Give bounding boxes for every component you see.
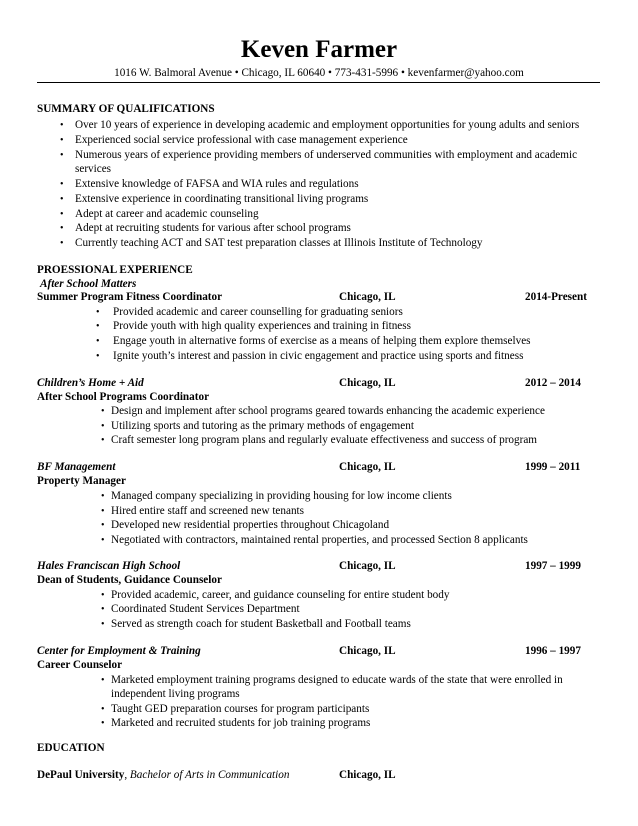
bullet-glyph: •: [96, 307, 100, 318]
job-bullet: Engage youth in alternative forms of exercise as a means of helping them explore themselves: [113, 335, 531, 347]
job-bullet: Craft semester long program plans and regularly evaluate effectiveness and success of program: [111, 434, 538, 446]
bullet-glyph: •: [60, 194, 64, 205]
job-org: Center for Employment & Training: [37, 645, 201, 657]
bullet-glyph: •: [96, 351, 100, 362]
job-dates: 1999 – 2011: [525, 461, 581, 473]
job-bullet: Provide youth with high quality experiences and training in fitness: [113, 320, 411, 332]
experience-heading: PROESSIONAL EXPERIENCE: [37, 264, 193, 276]
job-bullet: Developed new residential properties throughout Chicagoland: [111, 519, 390, 531]
job-bullet-continuation: independent living programs: [111, 688, 240, 700]
bullet-glyph: •: [101, 520, 105, 531]
bullet-glyph: •: [60, 223, 64, 234]
education-school: DePaul University: [37, 769, 125, 781]
job-dates: 1996 – 1997: [525, 645, 581, 657]
resume-name: Keven Farmer: [240, 36, 398, 63]
bullet-glyph: •: [60, 209, 64, 220]
summary-item: Experienced social service professional with case management experience: [75, 134, 408, 146]
job-title: Dean of Students, Guidance Counselor: [37, 574, 222, 586]
bullet-glyph: •: [60, 135, 64, 146]
job-location: Chicago, IL: [339, 645, 396, 657]
job-org: Hales Franciscan High School: [37, 560, 181, 572]
summary-item: Extensive knowledge of FAFSA and WIA rules and regulations: [75, 178, 359, 190]
summary-item: Numerous years of experience providing members of underserved communities with employment and academic: [75, 149, 578, 161]
bullet-glyph: •: [60, 238, 64, 249]
job-org: Children’s Home + Aid: [37, 377, 144, 389]
summary-item-continuation: services: [75, 163, 112, 175]
header-divider: [37, 82, 600, 83]
job-dates: 2012 – 2014: [525, 377, 581, 389]
job-location: Chicago, IL: [339, 560, 396, 572]
job-bullet: Taught GED preparation courses for program participants: [111, 703, 370, 715]
job-bullet: Negotiated with contractors, maintained rental properties, and processed Section 8 applicants: [111, 534, 528, 546]
bullet-glyph: •: [101, 535, 105, 546]
bullet-glyph: •: [60, 120, 64, 131]
job-bullet: Served as strength coach for student Basketball and Football teams: [111, 618, 411, 630]
job-location: Chicago, IL: [339, 461, 396, 473]
job-bullet: Marketed employment training programs designed to educate wards of the state that were enrolled in: [111, 674, 563, 686]
bullet-glyph: •: [60, 150, 64, 161]
bullet-glyph: •: [101, 590, 105, 601]
bullet-glyph: •: [60, 179, 64, 190]
education-location: Chicago, IL: [339, 769, 396, 781]
job-location: Chicago, IL: [339, 291, 396, 303]
job-bullet: Provided academic and career counselling for graduating seniors: [113, 306, 403, 318]
job-bullet: Marketed and recruited students for job training programs: [111, 717, 371, 729]
summary-item: Extensive experience in coordinating transitional living programs: [75, 193, 369, 205]
job-dates: 2014-Present: [525, 291, 587, 303]
bullet-glyph: •: [96, 321, 100, 332]
bullet-glyph: •: [101, 435, 105, 446]
summary-item: Adept at career and academic counseling: [75, 208, 259, 220]
job-bullet: Coordinated Student Services Department: [111, 603, 300, 615]
job-title: Summer Program Fitness Coordinator: [37, 291, 223, 303]
job-bullet: Managed company specializing in providing housing for low income clients: [111, 490, 452, 502]
bullet-glyph: •: [96, 336, 100, 347]
job-bullet: Provided academic, career, and guidance counseling for entire student body: [111, 589, 450, 601]
summary-item: Currently teaching ACT and SAT test preparation classes at Illinois Institute of Technology: [75, 237, 483, 249]
summary-item: Over 10 years of experience in developing academic and employment opportunities for young adults and seniors: [75, 119, 580, 131]
job-bullet: Hired entire staff and screened new tenants: [111, 505, 305, 517]
job-org: BF Management: [37, 461, 116, 473]
job-bullet: Design and implement after school programs geared towards enhancing the academic experience: [111, 405, 545, 417]
job-org: After School Matters: [40, 278, 137, 290]
summary-item: Adept at recruiting students for various after school programs: [75, 222, 351, 234]
education-entry: [37, 769, 289, 782]
bullet-glyph: •: [101, 675, 105, 686]
job-bullet: Utilizing sports and tutoring as the primary methods of engagement: [111, 420, 414, 432]
bullet-glyph: •: [101, 704, 105, 715]
bullet-glyph: •: [101, 491, 105, 502]
job-dates: 1997 – 1999: [525, 560, 581, 572]
bullet-glyph: •: [101, 619, 105, 630]
education-heading: EDUCATION: [37, 742, 105, 754]
job-location: Chicago, IL: [339, 377, 396, 389]
summary-heading: SUMMARY OF QUALIFICATIONS: [37, 103, 215, 115]
contact-line: 1016 W. Balmoral Avenue • Chicago, IL 60640 • 773-431-5996 • kevenfarmer@yahoo.com: [114, 67, 524, 79]
bullet-glyph: •: [101, 718, 105, 729]
bullet-glyph: •: [101, 406, 105, 417]
job-title: After School Programs Coordinator: [37, 391, 210, 403]
bullet-glyph: •: [101, 421, 105, 432]
bullet-glyph: •: [101, 604, 105, 615]
job-title: Career Counselor: [37, 659, 123, 671]
bullet-glyph: •: [101, 506, 105, 517]
job-bullet: Ignite youth’s interest and passion in civic engagement and practice using sports and fitness: [113, 350, 524, 362]
education-degree: Bachelor of Arts in Communication: [129, 769, 290, 781]
job-title: Property Manager: [37, 475, 126, 487]
education-separator: ,: [124, 769, 128, 781]
